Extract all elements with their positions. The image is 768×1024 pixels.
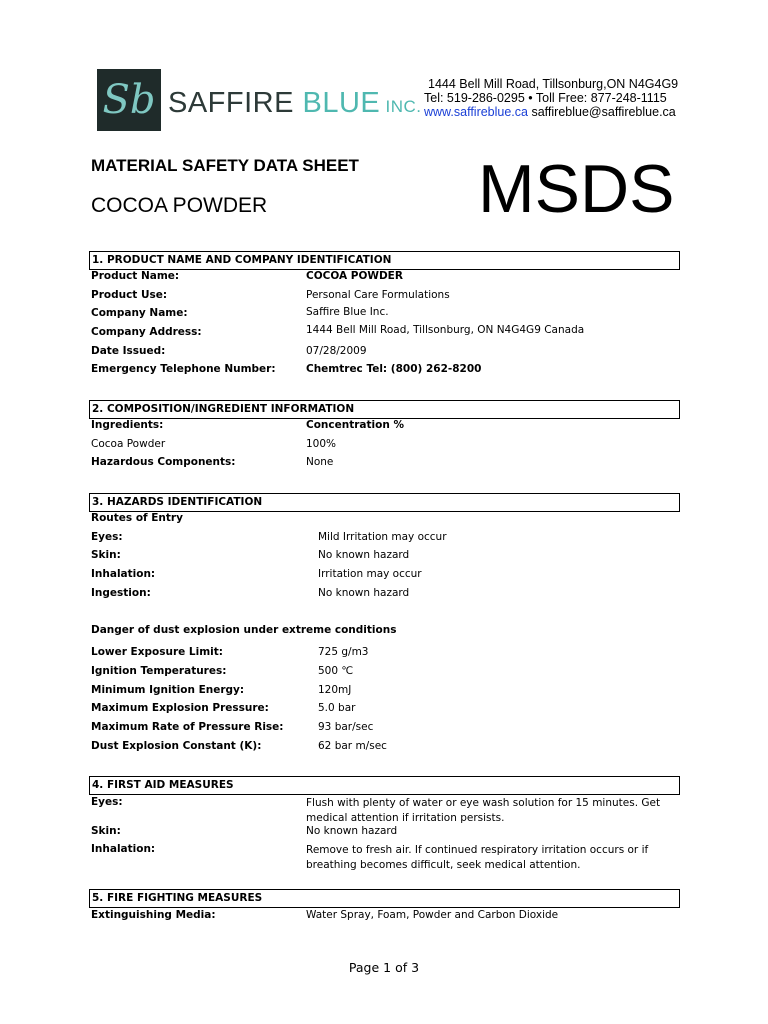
logo-monogram: Sb	[102, 77, 156, 123]
hazard-inhalation-label: Inhalation:	[91, 568, 156, 580]
document-title: MATERIAL SAFETY DATA SHEET	[91, 156, 359, 175]
hazard-inhalation-value: Irritation may occur	[318, 568, 422, 580]
ingredients-label: Ingredients:	[91, 419, 164, 431]
emergency-phone-value: Chemtrec Tel: (800) 262-8200	[306, 363, 482, 375]
first-aid-eyes-label: Eyes:	[91, 796, 123, 808]
hazardous-components-label: Hazardous Components:	[91, 456, 236, 468]
company-address-value: 1444 Bell Mill Road, Tillsonburg, ON N4G4G9 Canada	[306, 324, 585, 336]
lower-exposure-value: 725 g/m3	[318, 646, 369, 658]
max-explosion-pressure-value: 5.0 bar	[318, 702, 356, 714]
extinguishing-media-value: Water Spray, Foam, Powder and Carbon Dioxide	[306, 909, 559, 921]
ignition-temp-value: 500 ℃	[318, 665, 354, 677]
website-link[interactable]: www.saffireblue.ca	[424, 105, 528, 119]
dust-explosion-heading: Danger of dust explosion under extreme conditions	[91, 624, 397, 636]
page-number: Page 1 of 3	[348, 960, 420, 975]
extinguishing-media-label: Extinguishing Media:	[91, 909, 216, 921]
max-pressure-rise-value: 93 bar/sec	[318, 721, 374, 733]
company-address: 1444 Bell Mill Road, Tillsonburg,ON N4G4G9	[428, 77, 679, 91]
msds-badge: MSDS	[478, 151, 675, 227]
product-name-value: COCOA POWDER	[306, 270, 403, 282]
hazard-eyes-label: Eyes:	[91, 531, 123, 543]
dust-constant-label: Dust Explosion Constant (K):	[91, 740, 262, 752]
emergency-phone-label: Emergency Telephone Number:	[91, 363, 276, 375]
first-aid-eyes-value: Flush with plenty of water or eye wash solution for 15 minutes. Get medical attention if irritation persists.	[306, 797, 661, 824]
ingredient-concentration: 100%	[306, 438, 337, 450]
section-5-heading: 5. FIRE FIGHTING MEASURES	[89, 889, 680, 908]
company-name-value: Saffire Blue Inc.	[306, 306, 389, 318]
company-address-label: Company Address:	[91, 326, 202, 338]
company-phone: Tel: 519-286-0295 • Toll Free: 877-248-1115	[424, 91, 667, 105]
company-web-email	[424, 105, 676, 119]
concentration-header: Concentration %	[306, 419, 404, 431]
logo-text-inc: INC.	[380, 97, 422, 116]
section-1-heading: 1. PRODUCT NAME AND COMPANY IDENTIFICATION	[89, 251, 680, 270]
email-link[interactable]: saffireblue@saffireblue.ca	[531, 105, 676, 119]
first-aid-inhalation-value: Remove to fresh air. If continued respiratory irritation occurs or if breathing becomes difficult, seek medical attention.	[306, 844, 649, 871]
max-pressure-rise-label: Maximum Rate of Pressure Rise:	[91, 721, 284, 733]
section-4-heading: 4. FIRST AID MEASURES	[89, 776, 680, 795]
product-use-value: Personal Care Formulations	[306, 289, 450, 301]
min-ignition-energy-label: Minimum Ignition Energy:	[91, 684, 245, 696]
first-aid-skin-label: Skin:	[91, 825, 121, 837]
first-aid-inhalation-label: Inhalation:	[91, 843, 156, 855]
ingredient-name: Cocoa Powder	[91, 438, 166, 450]
dust-constant-value: 62 bar m/sec	[318, 740, 387, 752]
hazard-skin-value: No known hazard	[318, 549, 410, 561]
hazard-skin-label: Skin:	[91, 549, 121, 561]
product-use-label: Product Use:	[91, 289, 168, 301]
logo-text-saffire: SAFFIRE	[168, 87, 303, 119]
hazard-ingestion-label: Ingestion:	[91, 587, 151, 599]
hazardous-components-value: None	[306, 456, 334, 468]
first-aid-skin-value: No known hazard	[306, 825, 398, 837]
date-issued-value: 07/28/2009	[306, 345, 367, 357]
product-title: COCOA POWDER	[91, 194, 268, 217]
logo-text-blue: BLUE	[302, 87, 381, 119]
hazard-eyes-value: Mild Irritation may occur	[318, 531, 447, 543]
routes-of-entry-label: Routes of Entry	[91, 512, 183, 524]
company-name-label: Company Name:	[91, 307, 188, 319]
section-3-heading: 3. HAZARDS IDENTIFICATION	[89, 493, 680, 512]
section-2-heading: 2. COMPOSITION/INGREDIENT INFORMATION	[89, 400, 680, 419]
lower-exposure-label: Lower Exposure Limit:	[91, 646, 223, 658]
min-ignition-energy-value: 120mJ	[318, 684, 352, 696]
date-issued-label: Date Issued:	[91, 345, 166, 357]
ignition-temp-label: Ignition Temperatures:	[91, 665, 227, 677]
hazard-ingestion-value: No known hazard	[318, 587, 410, 599]
company-logo-text	[168, 87, 422, 120]
product-name-label: Product Name:	[91, 270, 180, 282]
max-explosion-pressure-label: Maximum Explosion Pressure:	[91, 702, 269, 714]
